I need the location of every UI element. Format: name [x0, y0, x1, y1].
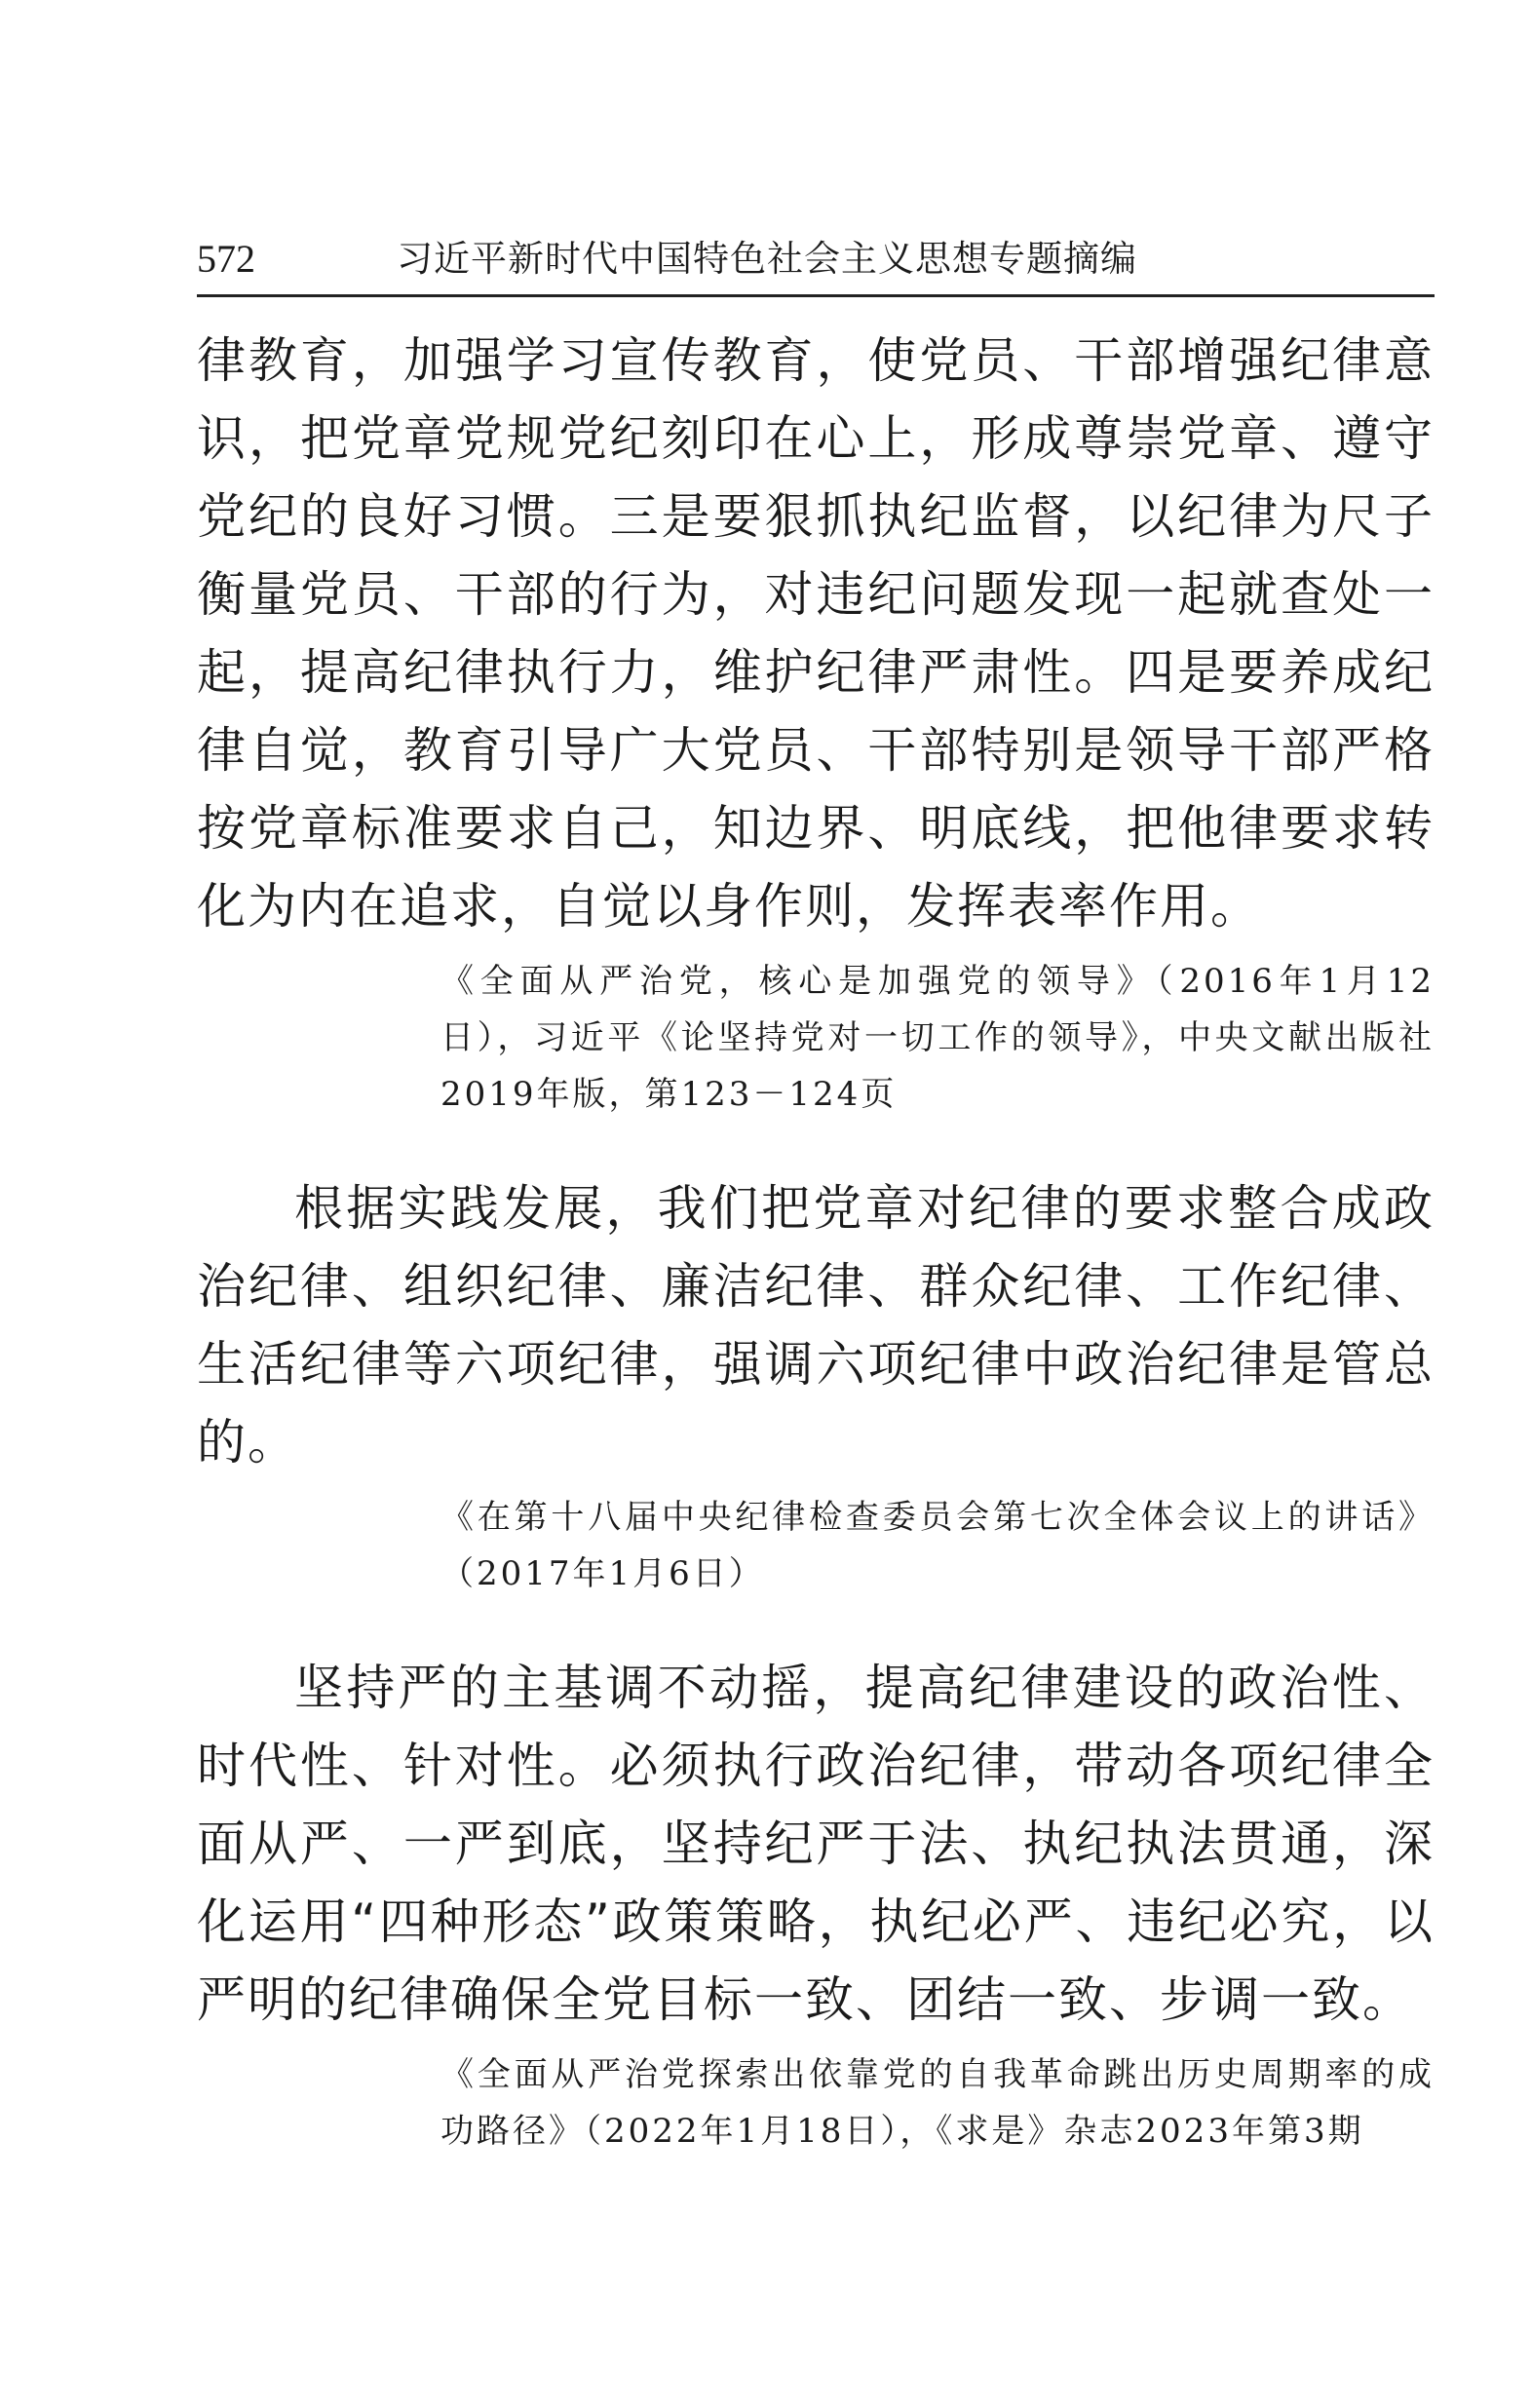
section-spacer [197, 1123, 1435, 1169]
running-head [197, 226, 1435, 292]
passage-citation: 《全面从严治党，核心是加强党的领导》（2016年1月12日），习近平《论坚持党对一切工作的领导》，中央文献出版社2019年版，第123－124页 [440, 962, 1435, 1114]
passage-text: 律教育，加强学习宣传教育，使党员、干部增强纪律意识，把党章党规党纪刻印在心上，形成尊崇党章、遵守党纪的良好习惯。三是要狠抓执纪监督，以纪律为尺子衡量党员、干部的行为，对违纪问题发现一起就查处一起，提高纪律执行力，维护纪律严肃性。四是要养成纪律自觉，教育引导广大党员、干部特别是领导干部严格按党章标准要求自己，知边界、明底线，把他律要求转化为内在追求，自觉以身作则，发挥表率作用。 [197, 332, 1435, 935]
passage-citation: 《在第十八届中央纪律检查委员会第七次全体会议上的讲话》（2017年1月6日） [440, 1498, 1435, 1593]
page-number: 572 [197, 237, 255, 281]
passage-text: 根据实践发展，我们把党章对纪律的要求整合成政治纪律、组织纪律、廉洁纪律、群众纪律、工作纪律、生活纪律等六项纪律，强调六项纪律中政治纪律是管总的。 [197, 1180, 1435, 1471]
section-spacer [197, 1602, 1435, 1649]
passage-citation: 《全面从严治党探索出依靠党的自我革命跳出历史周期率的成功路径》（2022年1月18日），《求是》杂志2023年第3期 [440, 2055, 1435, 2151]
header-rule [197, 294, 1435, 297]
book-title: 习近平新时代中国特色社会主义思想专题摘编 [397, 238, 1137, 280]
passage-text: 坚持严的主基调不动摇，提高纪律建设的政治性、时代性、针对性。必须执行政治纪律，带动各项纪律全面从严、一严到底，坚持纪严于法、执纪执法贯通，深化运用“四种形态”政策策略，执纪必严、违纪必究，以严明的纪律确保全党目标一致、团结一致、步调一致。 [197, 1660, 1435, 2028]
page-body [197, 322, 1435, 2160]
